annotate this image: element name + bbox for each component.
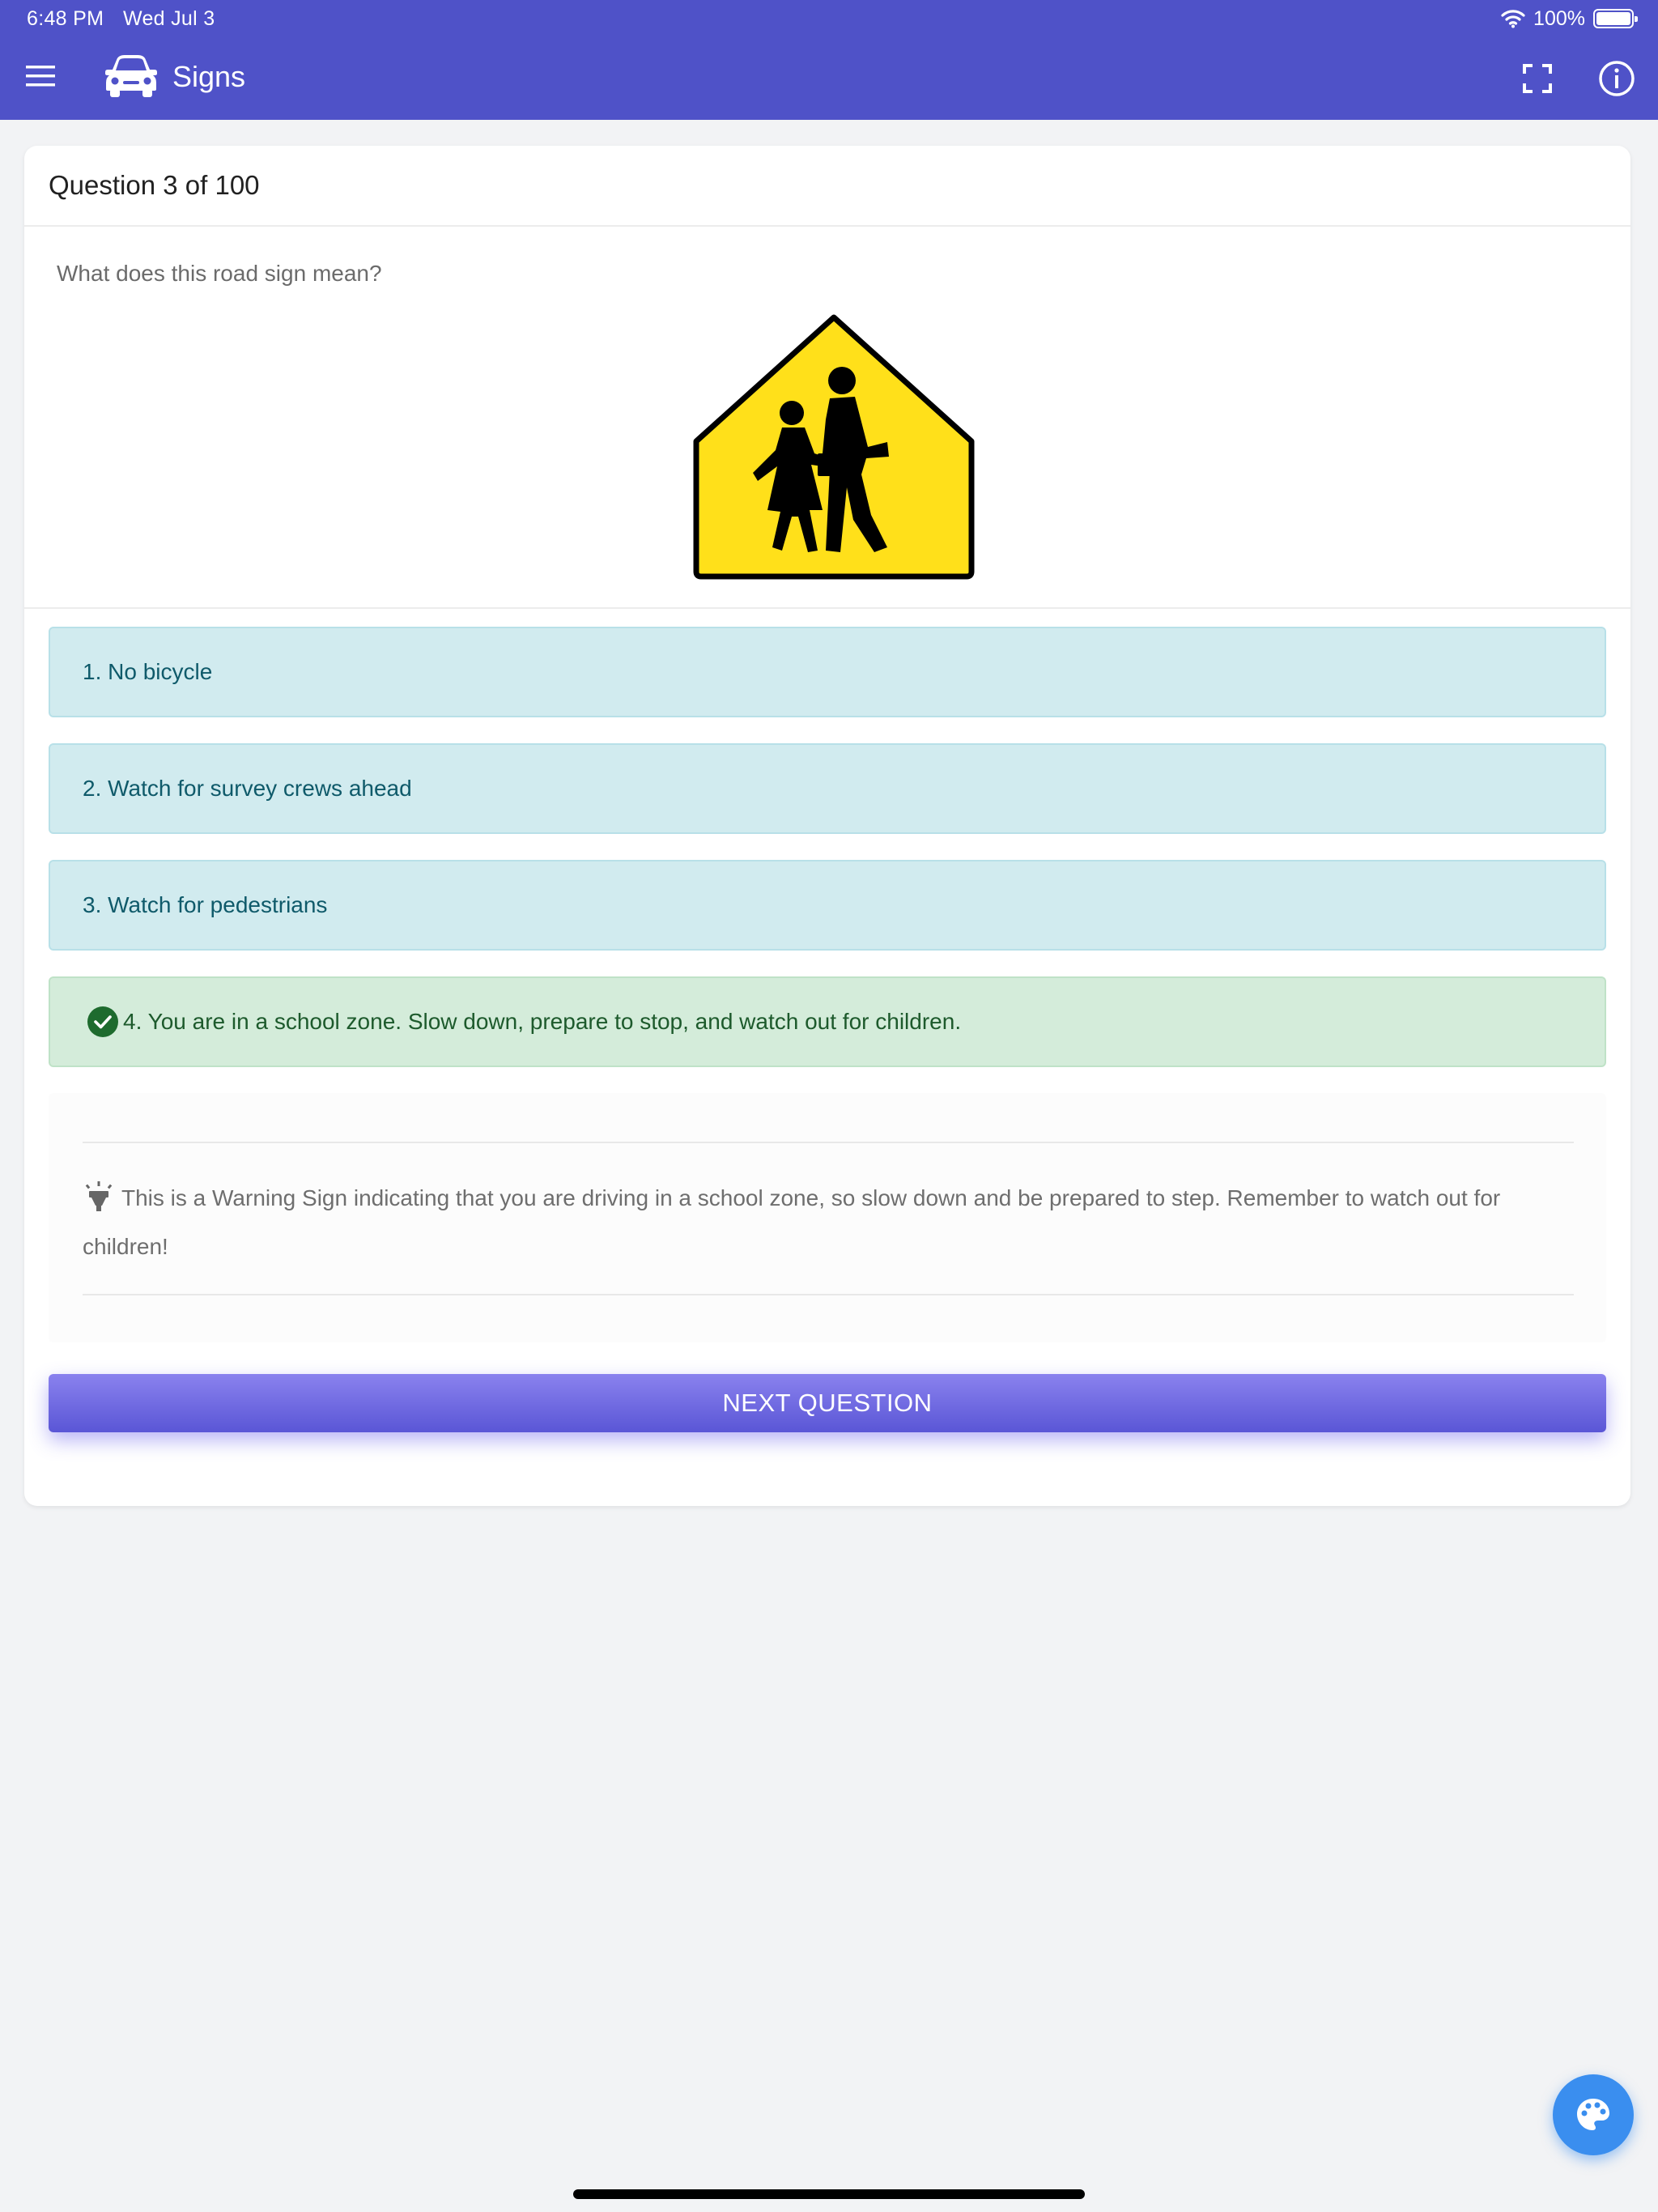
status-date: Wed Jul 3 bbox=[123, 7, 215, 30]
answer-option-correct[interactable] bbox=[49, 976, 1606, 1067]
answer-label: 4. You are in a school zone. Slow down, prepare to stop, and watch out for children. bbox=[123, 1009, 962, 1034]
question-text: What does this road sign mean? bbox=[57, 261, 382, 286]
status-time: 6:48 PM bbox=[27, 7, 104, 30]
answer-label: 3. Watch for pedestrians bbox=[83, 892, 328, 917]
app-title: Signs bbox=[172, 60, 246, 93]
school-zone-sign-image bbox=[688, 308, 980, 583]
lightbulb-icon bbox=[83, 1180, 115, 1212]
theme-palette-button[interactable] bbox=[1553, 2074, 1634, 2155]
battery-icon bbox=[1593, 9, 1634, 28]
question-card bbox=[24, 146, 1630, 1506]
next-question-button[interactable]: NEXT QUESTION bbox=[49, 1374, 1606, 1432]
palette-icon bbox=[1575, 2096, 1612, 2133]
answer-option[interactable] bbox=[49, 743, 1606, 834]
fullscreen-icon[interactable] bbox=[1520, 62, 1554, 96]
answer-list bbox=[24, 609, 1630, 1067]
question-counter: Question 3 of 100 bbox=[49, 170, 260, 200]
app-header bbox=[0, 0, 1658, 120]
explanation-box bbox=[49, 1093, 1606, 1342]
status-indicators bbox=[1501, 6, 1634, 31]
answer-label: 1. No bicycle bbox=[83, 659, 213, 684]
menu-icon[interactable] bbox=[23, 58, 58, 94]
wifi-icon bbox=[1501, 9, 1525, 28]
info-icon[interactable] bbox=[1596, 58, 1637, 99]
explanation-text: This is a Warning Sign indicating that you are driving in a school zone, so slow down and be prepared to step. Remember to watch out for children! bbox=[83, 1185, 1501, 1259]
battery-percent: 100% bbox=[1533, 6, 1585, 30]
check-circle-icon bbox=[86, 1005, 120, 1039]
answer-label: 2. Watch for survey crews ahead bbox=[83, 776, 412, 801]
answer-option[interactable] bbox=[49, 627, 1606, 717]
home-indicator[interactable] bbox=[573, 2189, 1085, 2199]
card-header bbox=[24, 146, 1630, 227]
car-icon bbox=[104, 52, 159, 99]
answer-option[interactable] bbox=[49, 860, 1606, 951]
question-area bbox=[24, 227, 1630, 609]
explanation bbox=[83, 1142, 1574, 1295]
